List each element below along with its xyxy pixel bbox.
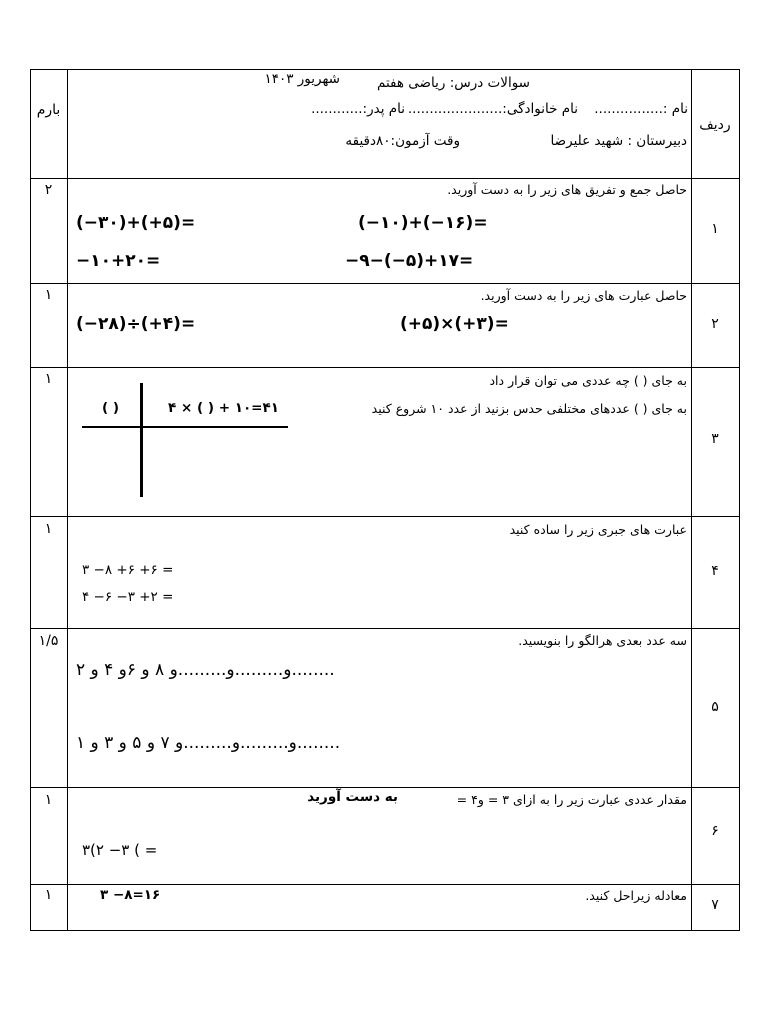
question-prompt-end: به دست آورید <box>307 789 398 805</box>
question-score: ۱ <box>44 287 53 303</box>
expression: ۳ −۸ +۶ +۶ = <box>82 562 174 578</box>
father-name-field: نام پدر:............ <box>311 101 405 117</box>
row-column-header: ردیف <box>699 117 731 133</box>
question-number: ۴ <box>711 563 719 579</box>
question-prompt: مقدار عددی عبارت زیر را به ازای ۳ = و۴ = <box>456 792 687 807</box>
exam-date: شهریور ۱۴۰۳ <box>264 71 340 87</box>
question-prompt: معادله زیراحل کنید. <box>585 888 687 903</box>
row-divider-1 <box>30 178 740 179</box>
question-score: ۱ <box>44 521 53 537</box>
row-divider-5 <box>30 628 740 629</box>
question-score: ۱ <box>44 792 53 808</box>
expression: (−۱۰)+(−۱۶)= <box>358 213 488 233</box>
table-border-bottom <box>30 930 740 931</box>
question-prompt-secondary: به جای ( ) عددهای مختلفی حدس بزنید از عدد ۱۰ شروع کنید <box>371 401 687 416</box>
row-divider-3 <box>30 367 740 368</box>
family-name-field: نام خانوادگی:...................... <box>407 101 578 117</box>
expression: −۹−(−۵)+۱۷= <box>345 251 474 271</box>
row-divider-4 <box>30 516 740 517</box>
question-number: ۶ <box>711 823 719 839</box>
name-field: نام :................ <box>594 101 688 117</box>
question-prompt: حاصل عبارت های زیر را به دست آورید. <box>480 288 687 303</box>
question-score: ۱ <box>44 371 53 387</box>
score-column-header: بارم <box>36 102 61 118</box>
expression: ۴ −۶ −۳ +۲ = <box>82 589 174 605</box>
t-table-left-header: ( ) <box>102 400 120 416</box>
expression: (+۵)×(+۳)= <box>400 314 509 334</box>
t-table-vertical-line <box>140 383 143 497</box>
number-pattern: ۲ و ۴ و۶ و ۸ و.........و.........و........ <box>76 660 335 680</box>
row-divider-2 <box>30 283 740 284</box>
table-border-right <box>739 69 740 931</box>
exam-title: سوالات درس: ریاضی هفتم <box>377 75 530 91</box>
expression: ۳(۲ −۳ ( = <box>82 841 158 859</box>
score-column-divider <box>67 69 68 931</box>
question-number: ۳ <box>711 431 719 447</box>
t-table-horizontal-line <box>82 426 288 428</box>
question-number: ۷ <box>711 897 719 913</box>
question-prompt: عبارت های جبری زیر را ساده کنید <box>509 522 687 537</box>
question-number: ۵ <box>711 699 719 715</box>
exam-duration: وقت آزمون:۸۰دقیقه <box>345 133 460 149</box>
expression: (−۳۰)+(+۵)= <box>76 213 196 233</box>
row-divider-7 <box>30 884 740 885</box>
question-score: ۱/۵ <box>38 633 59 649</box>
expression: (−۲۸)÷(+۴)= <box>76 314 196 334</box>
question-score: ۱ <box>44 887 53 903</box>
school-name: دبیرستان : شهید علیرضا <box>550 133 687 149</box>
equation: ۳ −۸=۱۶ <box>100 887 161 903</box>
question-prompt: حاصل جمع و تفریق های زیر را به دست آورید. <box>447 182 687 197</box>
number-pattern: ۱ و ۳ و ۵ و ۷ و.........و.........و........ <box>76 733 341 753</box>
question-prompt: به جای ( ) چه عددی می توان قرار داد <box>489 373 687 388</box>
expression: −۱۰+۲۰= <box>76 251 161 271</box>
question-number: ۲ <box>711 316 719 332</box>
row-column-divider <box>691 69 692 931</box>
question-number: ۱ <box>711 221 719 237</box>
table-border-top <box>30 69 740 70</box>
question-score: ۲ <box>44 182 53 198</box>
question-prompt: سه عدد بعدی هرالگو را بنویسید. <box>518 633 687 648</box>
t-table-right-header: ۴ × ( ) + ۱۰=۴۱ <box>168 400 279 416</box>
row-divider-6 <box>30 787 740 788</box>
